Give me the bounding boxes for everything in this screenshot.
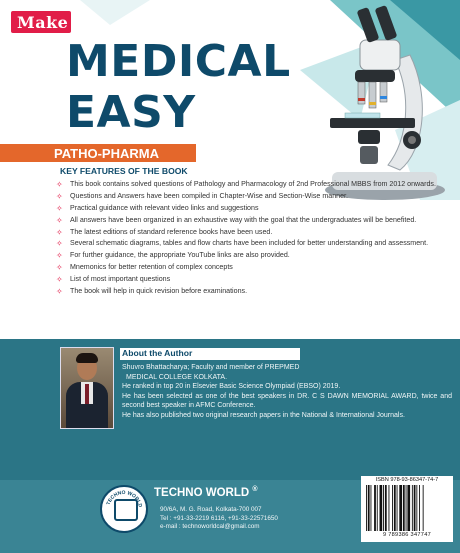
star-bullet-icon: ✧ — [56, 251, 63, 261]
book-title-line1: MEDICAL — [66, 36, 291, 87]
isbn-text: ISBN 978-93-86347-74-7 — [375, 477, 439, 483]
feature-item: ✧ This book contains solved questions of Pathology and Pharmacology of 2nd Professional MBBS from 2012 onwards. — [56, 180, 436, 189]
bio-line: MEDICAL COLLEGE KOLKATA. — [126, 373, 228, 381]
author-photo — [60, 347, 114, 429]
feature-item: ✧ Questions and Answers have been compiled in Chapter-Wise and Section-Wise manner. — [56, 191, 348, 201]
star-bullet-icon: ✧ — [56, 287, 63, 297]
features-heading: KEY FEATURES OF THE BOOK — [60, 166, 188, 176]
feature-item: ✧ Practical guidance with relevant video links and suggestions — [56, 203, 259, 213]
star-bullet-icon: ✧ — [56, 203, 63, 213]
bio-line: He has been selected as one of the best speakers in DR. C S DAWN MEMORIAL AWARD, twice and second best speaker in AFMC Conference. — [122, 392, 452, 410]
author-bio — [122, 363, 452, 421]
feature-item: ✧ Mnemonics for better retention of complex concepts — [56, 263, 233, 273]
publisher-address: 90/6A, M. G. Road, Kolkata-700 007 Tel : +91-33-2219 6116, +91-33-22571650 e-mail : technoworldcal@gmail.com — [160, 506, 278, 530]
barcode-number: 9 789386 347747 — [382, 532, 432, 538]
feature-item: ✧ All answers have been organized in an exhaustive way with the goal that the undergraduates will be benefited. — [56, 215, 417, 225]
feature-item: ✧ For further guidance, the appropriate YouTube links are also provided. — [56, 251, 290, 261]
book-title-line2: EASY — [66, 87, 196, 138]
bio-line: He has also published two original research papers in the National & International Journals. — [122, 411, 405, 419]
svg-text:TECHNO WORLD: TECHNO WORLD — [105, 489, 143, 508]
star-bullet-icon: ✧ — [56, 275, 63, 285]
publisher-name: TECHNO WORLD ® — [154, 486, 258, 499]
feature-item: ✧ The book will help in quick revision before examinations. — [56, 287, 248, 297]
bio-line: He ranked in top 20 in Elsevier Basic Science Olympiad (EBSO) 2019. — [122, 383, 341, 391]
barcode-bars — [365, 485, 449, 531]
about-author-heading: About the Author — [120, 348, 300, 360]
subject-label: PATHO-PHARMA — [54, 146, 159, 161]
bio-line: Shuvro Bhattacharya; Faculty and member of PREPMED — [122, 364, 300, 371]
feature-item: ✧ The latest editions of standard reference books have been used. — [56, 227, 273, 237]
isbn-barcode — [361, 476, 453, 542]
brand-logo — [11, 11, 71, 33]
feature-item: ✧ Several schematic diagrams, tables and flow charts have been included for better understanding and assessment. — [56, 239, 429, 249]
subject-banner — [0, 144, 196, 162]
star-bullet-icon: ✧ — [56, 191, 63, 201]
star-bullet-icon: ✧ — [56, 215, 63, 225]
features-list — [56, 180, 456, 299]
publisher-logo — [100, 485, 148, 533]
microscope-illustration — [300, 0, 460, 210]
star-bullet-icon: ✧ — [56, 239, 63, 249]
book-icon — [114, 499, 138, 521]
star-bullet-icon: ✧ — [56, 180, 63, 189]
feature-item: ✧ List of most important questions — [56, 275, 171, 285]
star-bullet-icon: ✧ — [56, 227, 63, 237]
brand-text: Make — [17, 13, 69, 32]
star-bullet-icon: ✧ — [56, 263, 63, 273]
